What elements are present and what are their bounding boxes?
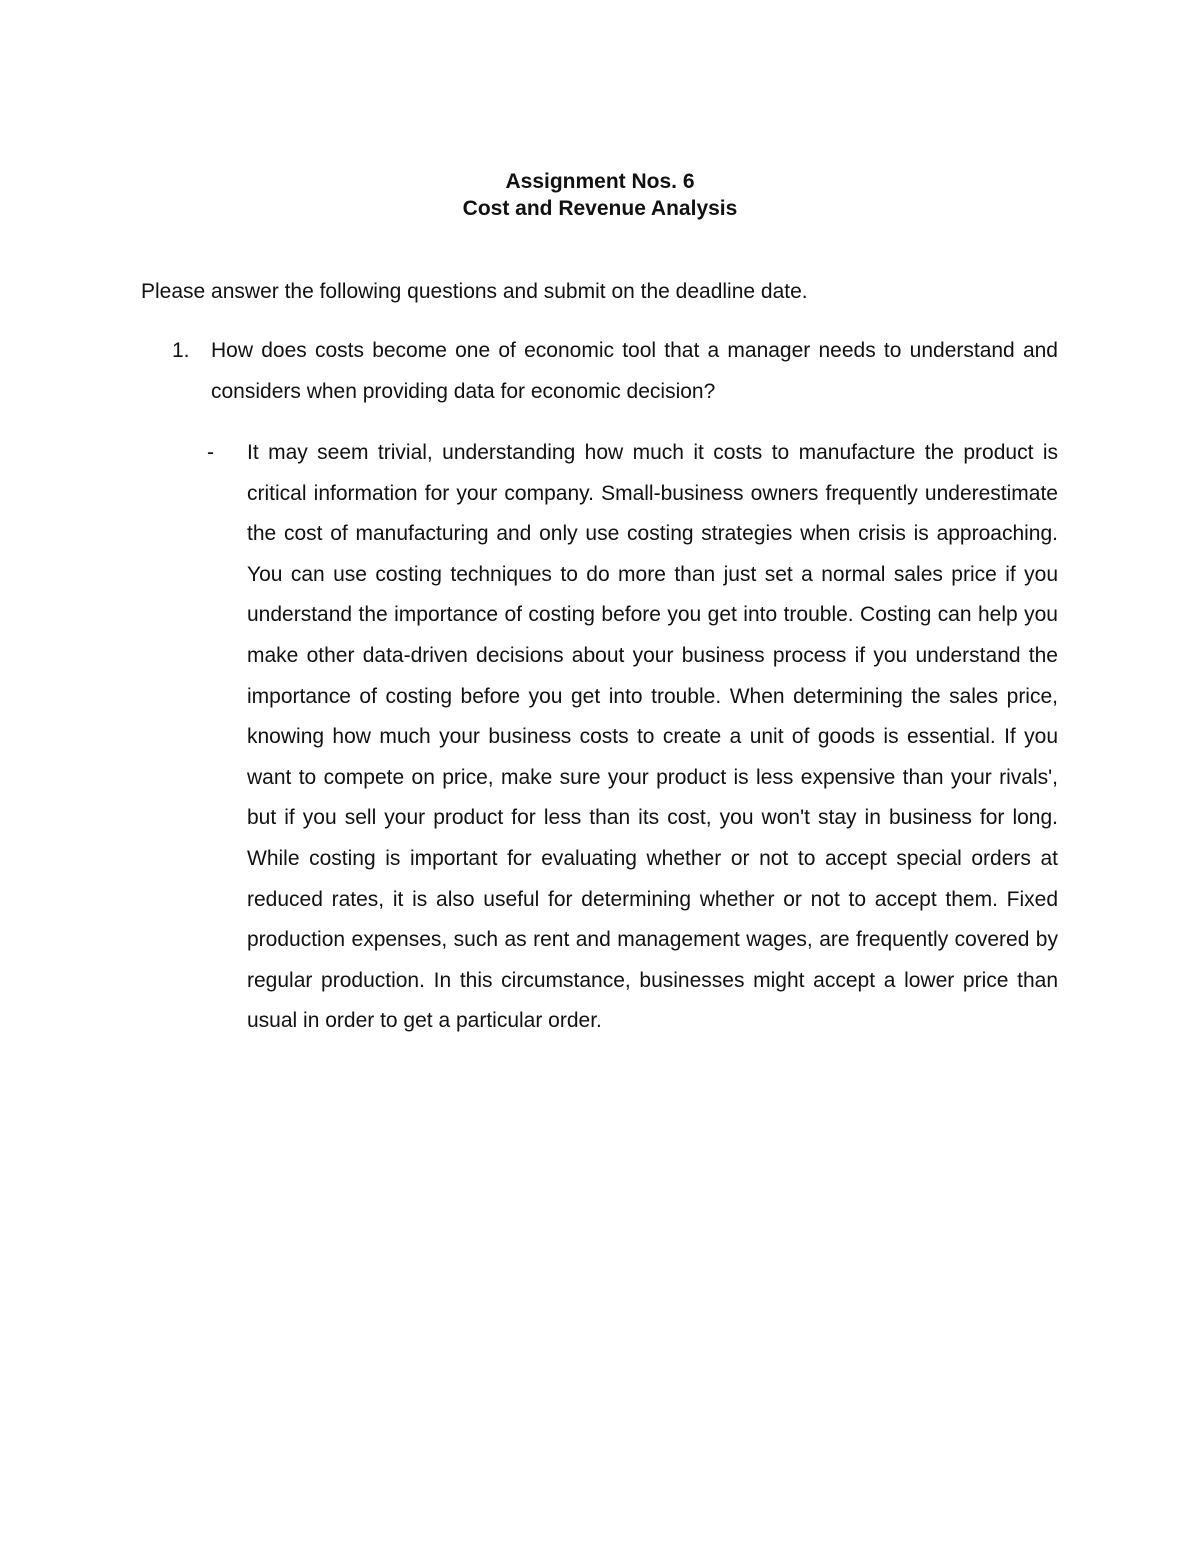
title-block xyxy=(0,168,1200,222)
page-title: Assignment Nos. 6 xyxy=(505,170,695,193)
question-text: How does costs become one of economic tool that a manager needs to understand and considers when providing data for economic decision? xyxy=(211,339,1058,403)
instructions-text: Please answer the following questions and submit on the deadline date. xyxy=(141,280,808,303)
question-number: 1. xyxy=(172,339,190,362)
answer-text: It may seem trivial, understanding how much it costs to manufacture the product is critical information for your company. Small-business owners frequently underestimate the cost of manufacturing and only use costing strategies when crisis is approaching. You can use costing techniques to do more than just set a normal sales price if you understand the importance of costing before you get into trouble. Costing can help you make other data-driven decisions about your business process if you understand the importance of costing before you get into trouble. When determining the sales price, knowing how much your business costs to create a unit of goods is essential. If you want to compete on price, make sure your product is less expensive than your rivals', but if you sell your product for less than its cost, you won't stay in business for long. While costing is important for evaluating whether or not to accept special orders at reduced rates, it is also useful for determining whether or not to accept them. Fixed production expenses, such as rent and management wages, are frequently covered by regular production. In this circumstance, businesses might accept a lower price than usual in order to get a particular order. xyxy=(247,441,1058,1033)
answer-item xyxy=(207,433,1058,1042)
page-subtitle: Cost and Revenue Analysis xyxy=(462,197,738,220)
question-item xyxy=(172,330,1058,412)
answer-bullet: - xyxy=(207,441,214,464)
